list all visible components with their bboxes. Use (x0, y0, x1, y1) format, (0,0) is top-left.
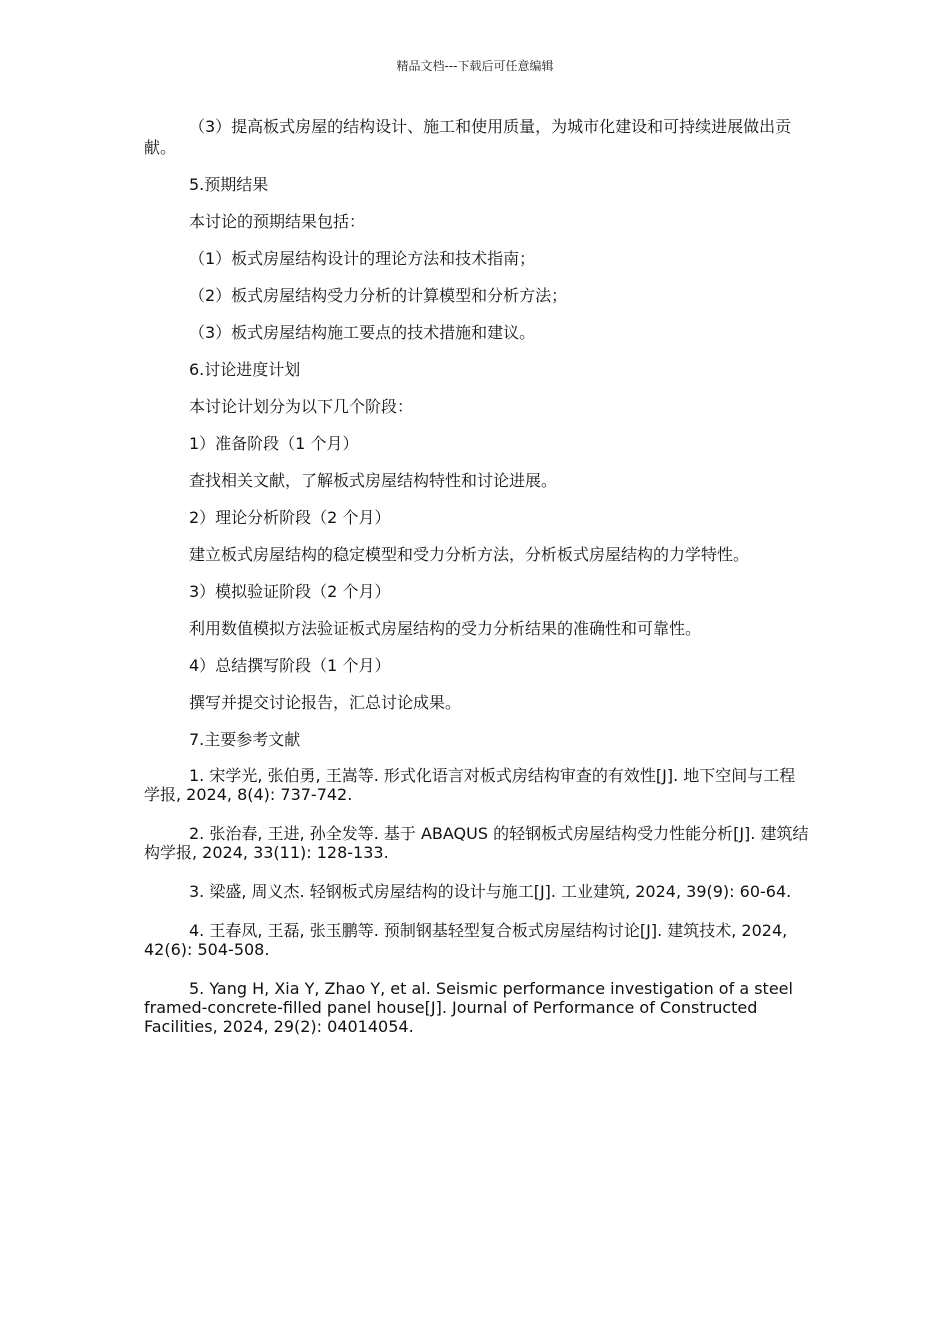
intro-item-3: （3）提高板式房屋的结构设计、施工和使用质量，为城市化建设和可持续进展做出贡献。 (144, 117, 792, 157)
section-5-item-1: （1）板式房屋结构设计的理论方法和技术指南； (189, 249, 536, 268)
phase-1-desc: 查找相关文献，了解板式房屋结构特性和讨论进展。 (189, 471, 558, 490)
reference-3: 3. 梁盛, 周义杰. 轻钢板式房屋结构的设计与施工[J]. 工业建筑, 2024, 39(9): 60-64. (189, 882, 792, 901)
reference-5: 5. Yang H, Xia Y, Zhao Y, et al. Seismic performance investigation of a steel framed-concrete-filled panel house[J]. Journal of Performance of Constructed Facilities, 2024, 29(2): 04014054. (144, 979, 793, 1036)
section-6-lead: 本讨论计划分为以下几个阶段： (189, 397, 414, 416)
section-5-item-2: （2）板式房屋结构受力分析的计算模型和分析方法； (189, 286, 568, 305)
phase-3-title: 3）模拟验证阶段（2 个月） (189, 582, 391, 601)
page-header: 精品文档---下载后可任意编辑 (396, 59, 554, 73)
reference-4: 4. 王春凤, 王磊, 张玉鹏等. 预制钢基轻型复合板式房屋结构讨论[J]. 建筑技术, 2024, 42(6): 504-508. (144, 921, 788, 959)
phase-3-desc: 利用数值模拟方法验证板式房屋结构的受力分析结果的准确性和可靠性。 (189, 619, 702, 638)
section-7-title: 7.主要参考文献 (189, 730, 301, 749)
phase-2-title: 2）理论分析阶段（2 个月） (189, 508, 391, 527)
reference-1: 1. 宋学光, 张伯勇, 王嵩等. 形式化语言对板式房结构审查的有效性[J]. 地下空间与工程学报, 2024, 8(4): 737-742. (144, 766, 796, 804)
phase-4-title: 4）总结撰写阶段（1 个月） (189, 656, 391, 675)
phase-4-desc: 撰写并提交讨论报告，汇总讨论成果。 (189, 693, 462, 712)
section-5-title: 5.预期结果 (189, 175, 269, 194)
section-6-title: 6.讨论进度计划 (189, 360, 301, 379)
document-body (144, 116, 810, 1056)
phase-2-desc: 建立板式房屋结构的稳定模型和受力分析方法，分析板式房屋结构的力学特性。 (189, 545, 750, 564)
section-5-lead: 本讨论的预期结果包括： (189, 212, 366, 231)
reference-2: 2. 张治春, 王进, 孙全发等. 基于 ABAQUS 的轻钢板式房屋结构受力性能分析[J]. 建筑结构学报, 2024, 33(11): 128-133. (144, 824, 809, 862)
section-5-item-3: （3）板式房屋结构施工要点的技术措施和建议。 (189, 323, 536, 342)
phase-1-title: 1）准备阶段（1 个月） (189, 434, 359, 453)
